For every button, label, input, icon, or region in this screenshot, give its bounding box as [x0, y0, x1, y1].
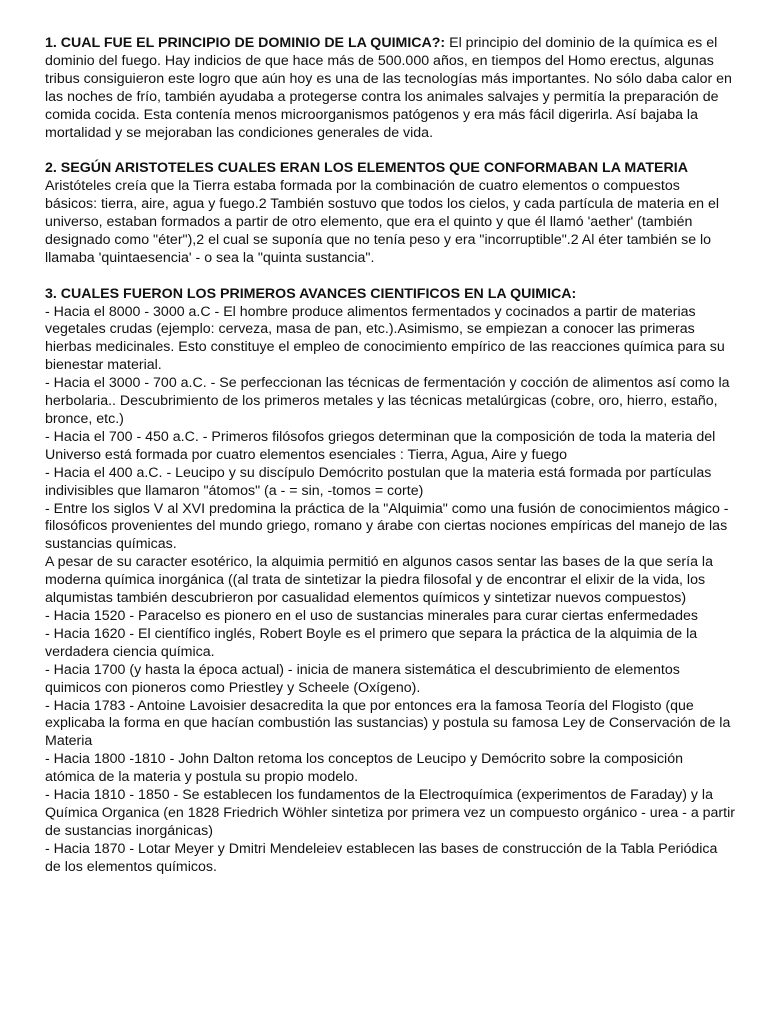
section-3-item-7: - Hacia 1520 - Paracelso es pionero en el uso de sustancias minerales para curar ciertas enfermedades — [45, 607, 698, 624]
section-3-item-2: - Hacia el 3000 - 700 a.C. - Se perfeccionan las técnicas de fermentación y cocción de alimentos así como la herbolaria.. Descubrimiento de los primeros metales y las técnicas metalúrgicas (cobre, oro, hierro, estaño, bronce, etc.) — [45, 375, 730, 427]
section-2 — [45, 160, 735, 267]
section-2-paragraph-1: Aristóteles creía que la Tierra estaba formada por la combinación de cuatro elementos o compuestos básicos: tierra, aire, agua y fuego.2 También sostuvo que todos los cielos, y cada partícula de materia en el universo, estaban formados a partir de otro elemento, que era el quinto y que él llamó 'aether' (también designado como "éter"),2 el cual se suponía que no tenía peso y era "incorruptible".2 Al éter también se lo llamaba 'quintaesencia' - o sea la "quinta sustancia". — [45, 178, 720, 266]
section-3-item-3: - Hacia el 700 - 450 a.C. - Primeros filósofos griegos determinan que la composición de toda la materia del Universo está formada por cuatro elementos esenciales : Tierra, Agua, Aire y fuego — [45, 428, 716, 463]
section-1-paragraph-1: El principio del dominio de la química es el dominio del fuego. Hay indicios de que hace más de 500.000 años, en tiempos del Homo erectus, algunas tribus consiguieron este logro que aún hoy es una de las tecnologías más importantes. No sólo daba calor en las noches de frío, también ayudaba a protegerse contra los animales salvajes y permitía la preparación de comida cocida. Esta contenía menos microorganismos patógenos y era más fácil digerirla. Así bajaba la mortalidad y se mejoraban las condiciones generales de vida. — [45, 35, 732, 141]
section-3-item-13: - Hacia 1870 - Lotar Meyer y Dmitri Mendeleiev establecen las bases de construcción de la Tabla Periódica de los elementos químicos. — [45, 840, 718, 875]
section-3-item-8: - Hacia 1620 - El científico inglés, Robert Boyle es el primero que separa la práctica de la alquimia de la verdadera ciencia química. — [45, 625, 698, 660]
section-3-item-10: - Hacia 1783 - Antoine Lavoisier desacredita la que por entonces era la famosa Teoría del Flogisto (que explicaba la forma en que hacían combustión las sustancias) y postula su famosa Ley de Conservación de la Materia — [45, 697, 731, 750]
section-1 — [45, 35, 735, 142]
section-3-item-1: - Hacia el 8000 - 3000 a.C - El hombre produce alimentos fermentados y cocinados a partir de materias vegetales crudas (ejemplo: cerveza, masa de pan, etc.).Asimismo, se empiezan a conocer las primeras hierbas medicinales. Esto constituye el empleo de conocimiento empírico de las reacciones química para su bienestar material. — [45, 303, 725, 374]
section-3-item-12: - Hacia 1810 - 1850 - Se establecen los fundamentos de la Electroquímica (experimentos de Faraday) y la Química Organica (en 1828 Friedrich Wöhler sintetiza por primera vez un compuesto orgánico - urea - a partir de sustancias inorgánicas) — [45, 787, 735, 839]
document-page — [45, 35, 735, 894]
section-3-item-9: - Hacia 1700 (y hasta la época actual) - inicia de manera sistemática el descubrimiento de elementos quimicos con pioneros como Priestley y Scheele (Oxígeno). — [45, 661, 680, 696]
section-2-title: 2. SEGÚN ARISTOTELES CUALES ERAN LOS ELEMENTOS QUE CONFORMABAN LA MATERIA — [45, 160, 688, 177]
section-3-title: 3. CUALES FUERON LOS PRIMEROS AVANCES CIENTIFICOS EN LA QUIMICA: — [45, 285, 577, 302]
section-1-title: 1. CUAL FUE EL PRINCIPIO DE DOMINIO DE LA QUIMICA?: — [45, 35, 446, 51]
section-3-item-4: - Hacia el 400 a.C. - Leucipo y su discípulo Demócrito postulan que la materia está formada por partículas indivisibles que llamaron "átomos" (a - = sin, -tomos = corte) — [45, 464, 712, 499]
section-3-item-5: - Entre los siglos V al XVI predomina la práctica de la "Alquimia" como una fusión de conocimientos mágico - filosóficos provenientes del mundo griego, romano y árabe con ciertas nociones empíricas del manejo de las sustancias químicas. — [45, 500, 729, 553]
section-3-item-11: - Hacia 1800 -1810 - John Dalton retoma los conceptos de Leucipo y Demócrito sobre la composición atómica de la materia y postula su propio modelo. — [45, 751, 683, 786]
section-3 — [45, 286, 735, 877]
section-3-item-6: A pesar de su caracter esotérico, la alquimia permitió en algunos casos sentar las bases de la que sería la moderna química inorgánica ((al trata de sintetizar la piedra filosofal y de encontrar el elixir de la vida, los alqumistas también descubrieron por casualidad elementos químicos y sintetizar nuevos compuestos) — [45, 554, 713, 607]
